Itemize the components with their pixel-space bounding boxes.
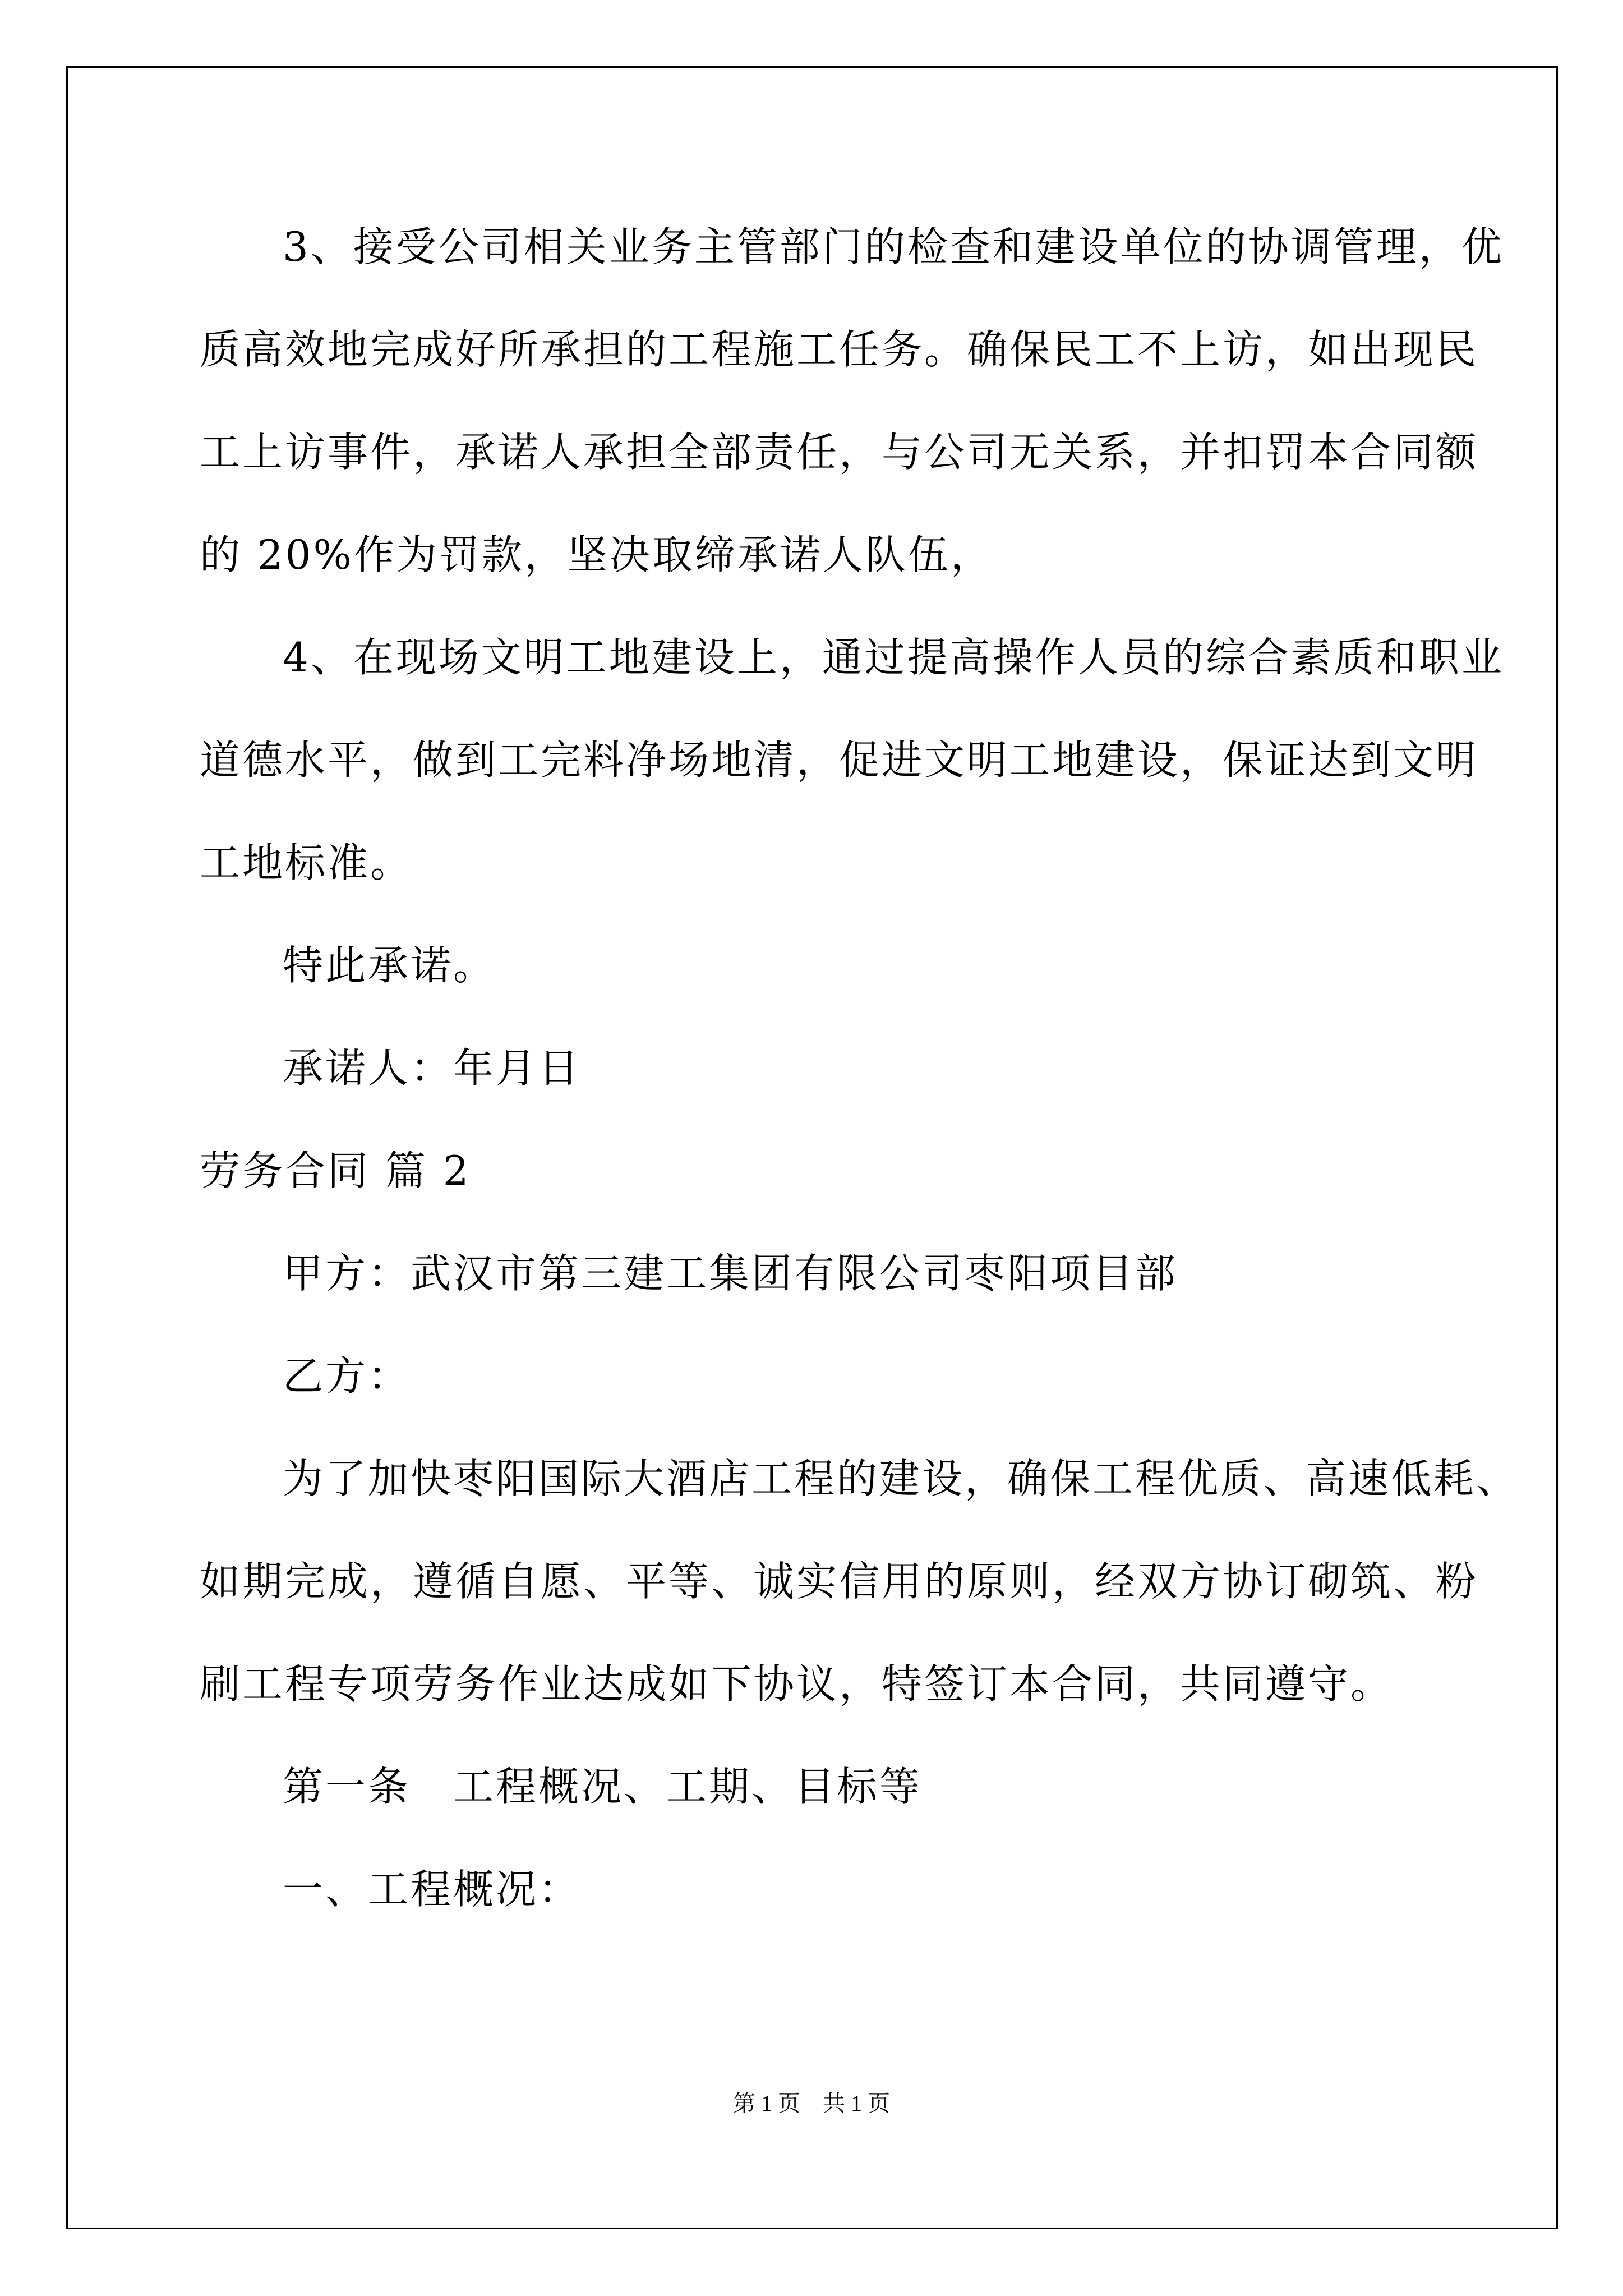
paragraph-line: 的 20%作为罚款，坚决取缔承诺人队伍， — [200, 531, 993, 578]
paragraph-line: 工上访事件，承诺人承担全部责任，与公司无关系，并扣罚本合同额 — [200, 429, 1479, 476]
paragraph-line: 质高效地完成好所承担的工程施工任务。确保民工不上访，如出现民 — [200, 326, 1479, 373]
paragraph-line: 如期完成，遵循自愿、平等、诚实信用的原则，经双方协订砌筑、粉 — [200, 1558, 1479, 1605]
section-heading: 劳务合同 篇 2 — [200, 1147, 471, 1194]
subsection-heading: 一、工程概况： — [283, 1866, 582, 1913]
paragraph-line: 3、接受公司相关业务主管部门的检查和建设单位的协调管理，优 — [283, 223, 1504, 270]
signature-line: 承诺人：年月日 — [283, 1045, 582, 1092]
paragraph-line: 4、在现场文明工地建设上，通过提高操作人员的综合素质和职业 — [283, 634, 1504, 681]
paragraph-line: 道德水平，做到工完料净场地清，促进文明工地建设，保证达到文明 — [200, 737, 1479, 784]
paragraph-line: 刷工程专项劳务作业达成如下协议，特签订本合同，共同遵守。 — [200, 1660, 1394, 1708]
party-a-line: 甲方：武汉市第三建工集团有限公司枣阳项目部 — [283, 1250, 1178, 1297]
party-b-line: 乙方： — [283, 1352, 411, 1400]
paragraph-line: 特此承诺。 — [283, 942, 496, 989]
article-heading: 第一条 工程概况、工期、目标等 — [283, 1763, 923, 1810]
paragraph-line: 为了加快枣阳国际大酒店工程的建设，确保工程优质、高速低耗、 — [283, 1455, 1519, 1502]
paragraph-line: 工地标准。 — [200, 839, 413, 886]
page-number-footer: 第 1 页 共 1 页 — [733, 2091, 890, 2116]
